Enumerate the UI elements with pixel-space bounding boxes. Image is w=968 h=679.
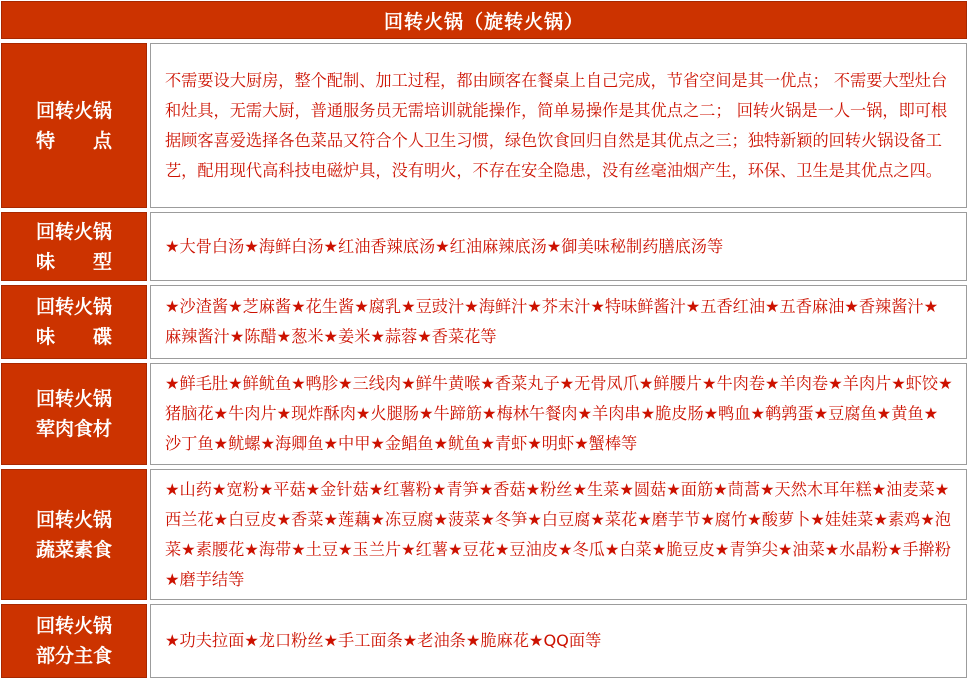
table-title: 回转火锅（旋转火锅） bbox=[1, 1, 967, 39]
row-label bbox=[1, 363, 147, 465]
row-label-line1: 回转火锅 bbox=[35, 220, 112, 243]
row-content bbox=[150, 363, 967, 465]
row-content bbox=[150, 43, 967, 208]
table-row-meat-ingredients bbox=[1, 363, 967, 465]
table-row-features bbox=[1, 43, 967, 208]
row-label-line2: 部分主食 bbox=[35, 645, 112, 667]
row-label-line2: 味 碟 bbox=[35, 326, 112, 348]
table-row-staple-foods bbox=[1, 604, 967, 678]
row-content-text: ★功夫拉面★龙口粉丝★手工面条★老油条★脆麻花★QQ面等 bbox=[165, 631, 602, 650]
row-label bbox=[1, 212, 147, 281]
row-label-line1: 回转火锅 bbox=[35, 508, 112, 531]
row-label-line2: 蔬菜素食 bbox=[35, 538, 112, 561]
row-label-line1: 回转火锅 bbox=[35, 296, 112, 318]
row-content-text: ★山药★宽粉★平菇★金针菇★红薯粉★青笋★香菇★粉丝★生菜★圆菇★面筋★茼蒿★天然木耳年糕★油麦菜★西兰花★白豆皮★香菜★莲藕★冻豆腐★菠菜★冬笋★白豆腐★菜花★磨芋节★腐竹★酸萝卜★娃娃菜★素鸡★泡菜★素腰花★海带★土豆★玉兰片★红薯★豆花★豆油皮★冬瓜★白菜★脆豆皮★青笋尖★油菜★水晶粉★手擀粉★磨芋结等 bbox=[165, 479, 951, 589]
table-row-vegetables bbox=[1, 469, 967, 600]
table-row-dipping-sauces bbox=[1, 285, 967, 359]
row-label bbox=[1, 469, 147, 600]
row-label-line2: 特 点 bbox=[35, 129, 112, 152]
table-row-soup-types bbox=[1, 212, 967, 281]
row-label-line1: 回转火锅 bbox=[35, 615, 112, 637]
row-label-line2: 味 型 bbox=[35, 250, 112, 273]
row-label-line1: 回转火锅 bbox=[35, 99, 112, 122]
row-content bbox=[150, 212, 967, 281]
row-content bbox=[150, 469, 967, 600]
row-content bbox=[150, 285, 967, 359]
row-label bbox=[1, 604, 147, 678]
row-content-text: ★鲜毛肚★鲜鱿鱼★鸭胗★三线肉★鲜牛黄喉★香菜丸子★无骨凤爪★鲜腰片★牛肉卷★羊肉卷★羊肉片★虾饺★猪脑花★牛肉片★现炸酥肉★火腿肠★牛蹄筋★梅林午餐肉★羊肉串★脆皮肠★鸭血★鹌鹑蛋★豆腐鱼★黄鱼★沙丁鱼★鱿螺★海卿鱼★中甲★金鲳鱼★鱿鱼★青虾★明虾★蟹棒等 bbox=[165, 374, 953, 453]
row-label bbox=[1, 43, 147, 208]
row-content-text: ★大骨白汤★海鲜白汤★红油香辣底汤★红油麻辣底汤★御美味秘制药膳底汤等 bbox=[165, 236, 724, 256]
row-content bbox=[150, 604, 967, 678]
row-label bbox=[1, 285, 147, 359]
row-content-text: 不需要设大厨房，整个配制、加工过程，都由顾客在餐桌上自己完成，节省空间是其一优点； 不需要大型灶台和灶具，无需大厨，普通服务员无需培训就能操作，简单易操作是其优点之二； 回转火锅是一人一锅，即可根据顾客喜爱选择各色菜品又符合个人卫生习惯，绿色饮食回归自然是其优点之三；独特新颖的回转火锅设备工艺，配用现代高科技电磁炉具，没有明火，不存在安全隐患，没有丝毫油烟产生，环保、卫生是其优点之四。 bbox=[165, 70, 948, 180]
row-label-line1: 回转火锅 bbox=[35, 388, 112, 410]
row-content-text: ★沙渣酱★芝麻酱★花生酱★腐乳★豆豉汁★海鲜汁★芥末汁★特味鲜酱汁★五香红油★五香麻油★香辣酱汁★麻辣酱汁★陈醋★葱米★姜米★蒜蓉★香菜花等 bbox=[165, 297, 939, 346]
row-label-line2: 荤肉食材 bbox=[35, 418, 112, 440]
